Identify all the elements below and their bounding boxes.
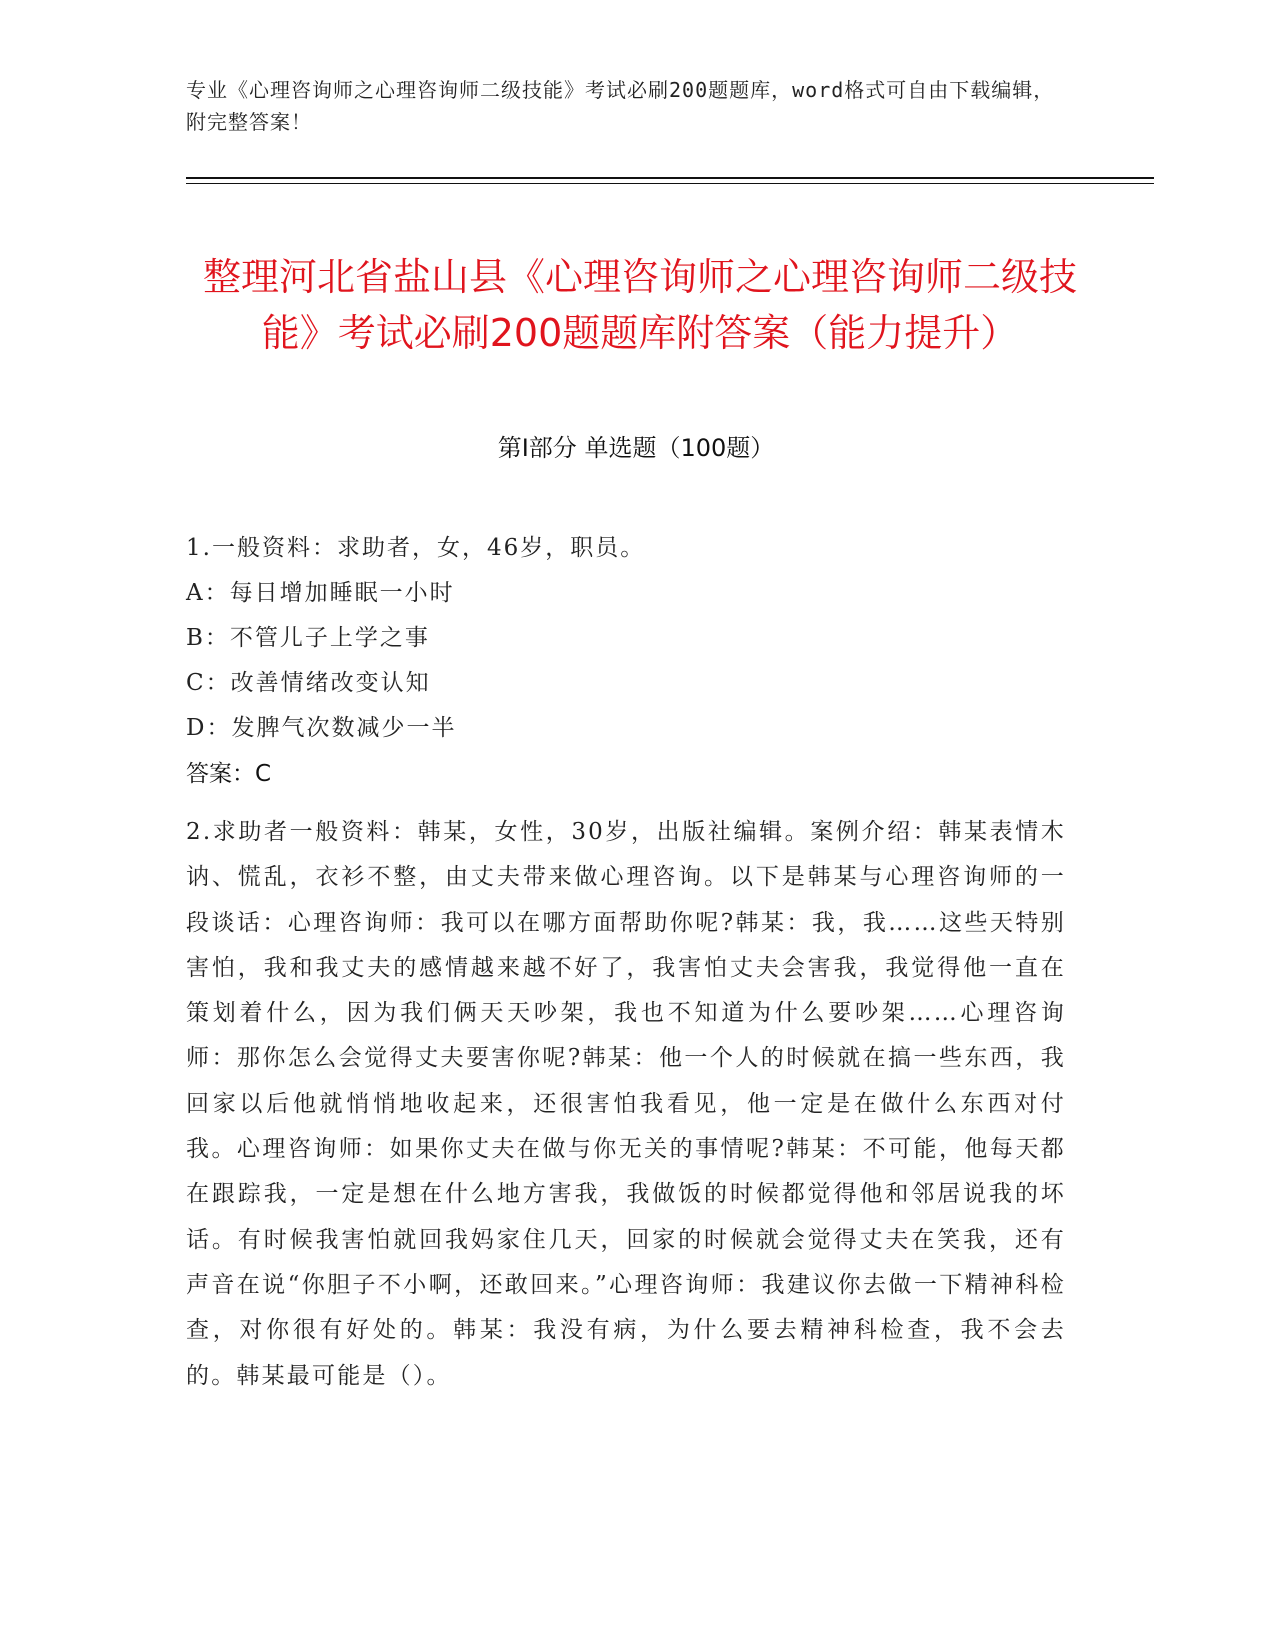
option-a: A：每日增加睡眠一小时 xyxy=(186,580,455,606)
header-note: 专业《心理咨询师之心理咨询师二级技能》考试必刷200题题库，word格式可自由下载编辑，附完整答案！ xyxy=(186,78,1055,134)
option-c: C：改善情绪改变认知 xyxy=(186,670,431,696)
header-divider xyxy=(186,177,1154,179)
option-d: D：发脾气次数减少一半 xyxy=(186,715,457,741)
header-divider-thin xyxy=(186,183,1154,184)
section-heading: 第I部分 单选题（100题） xyxy=(497,434,775,462)
question-stem: 1.一般资料：求助者，女，46岁，职员。 xyxy=(186,535,646,561)
answer-label: 答案：C xyxy=(186,761,272,787)
question-1 xyxy=(186,526,1066,797)
option-b: B：不管儿子上学之事 xyxy=(186,625,430,651)
document-title: 整理河北省盐山县《心理咨询师之心理咨询师二级技能》考试必刷200题题库附答案（能力提升） xyxy=(202,255,1077,356)
question-2-stem: 2.求助者一般资料：韩某，女性，30岁，出版社编辑。案例介绍：韩某表情木讷、慌乱，衣衫不整，由丈夫带来做心理咨询。以下是韩某与心理咨询师的一段谈话：心理咨询师：我可以在哪方面帮助你呢?韩某：我，我……这些天特别害怕，我和我丈夫的感情越来越不好了，我害怕丈夫会害我，我觉得他一直在策划着什么，因为我们俩天天吵架，我也不知道为什么要吵架……心理咨询师：那你怎么会觉得丈夫要害你呢?韩某：他一个人的时候就在搞一些东西，我回家以后他就悄悄地收起来，还很害怕我看见，他一定是在做什么东西对付我。心理咨询师：如果你丈夫在做与你无关的事情呢?韩某：不可能，他每天都在跟踪我，一定是想在什么地方害我，我做饭的时候都觉得他和邻居说我的坏话。有时候我害怕就回我妈家住几天，回家的时候就会觉得丈夫在笑我，还有声音在说“你胆子不小啊，还敢回来。”心理咨询师：我建议你去做一下精神科检查，对你很有好处的。韩某：我没有病，为什么要去精神科检查，我不会去的。韩某最可能是（）。 xyxy=(186,819,1066,1389)
